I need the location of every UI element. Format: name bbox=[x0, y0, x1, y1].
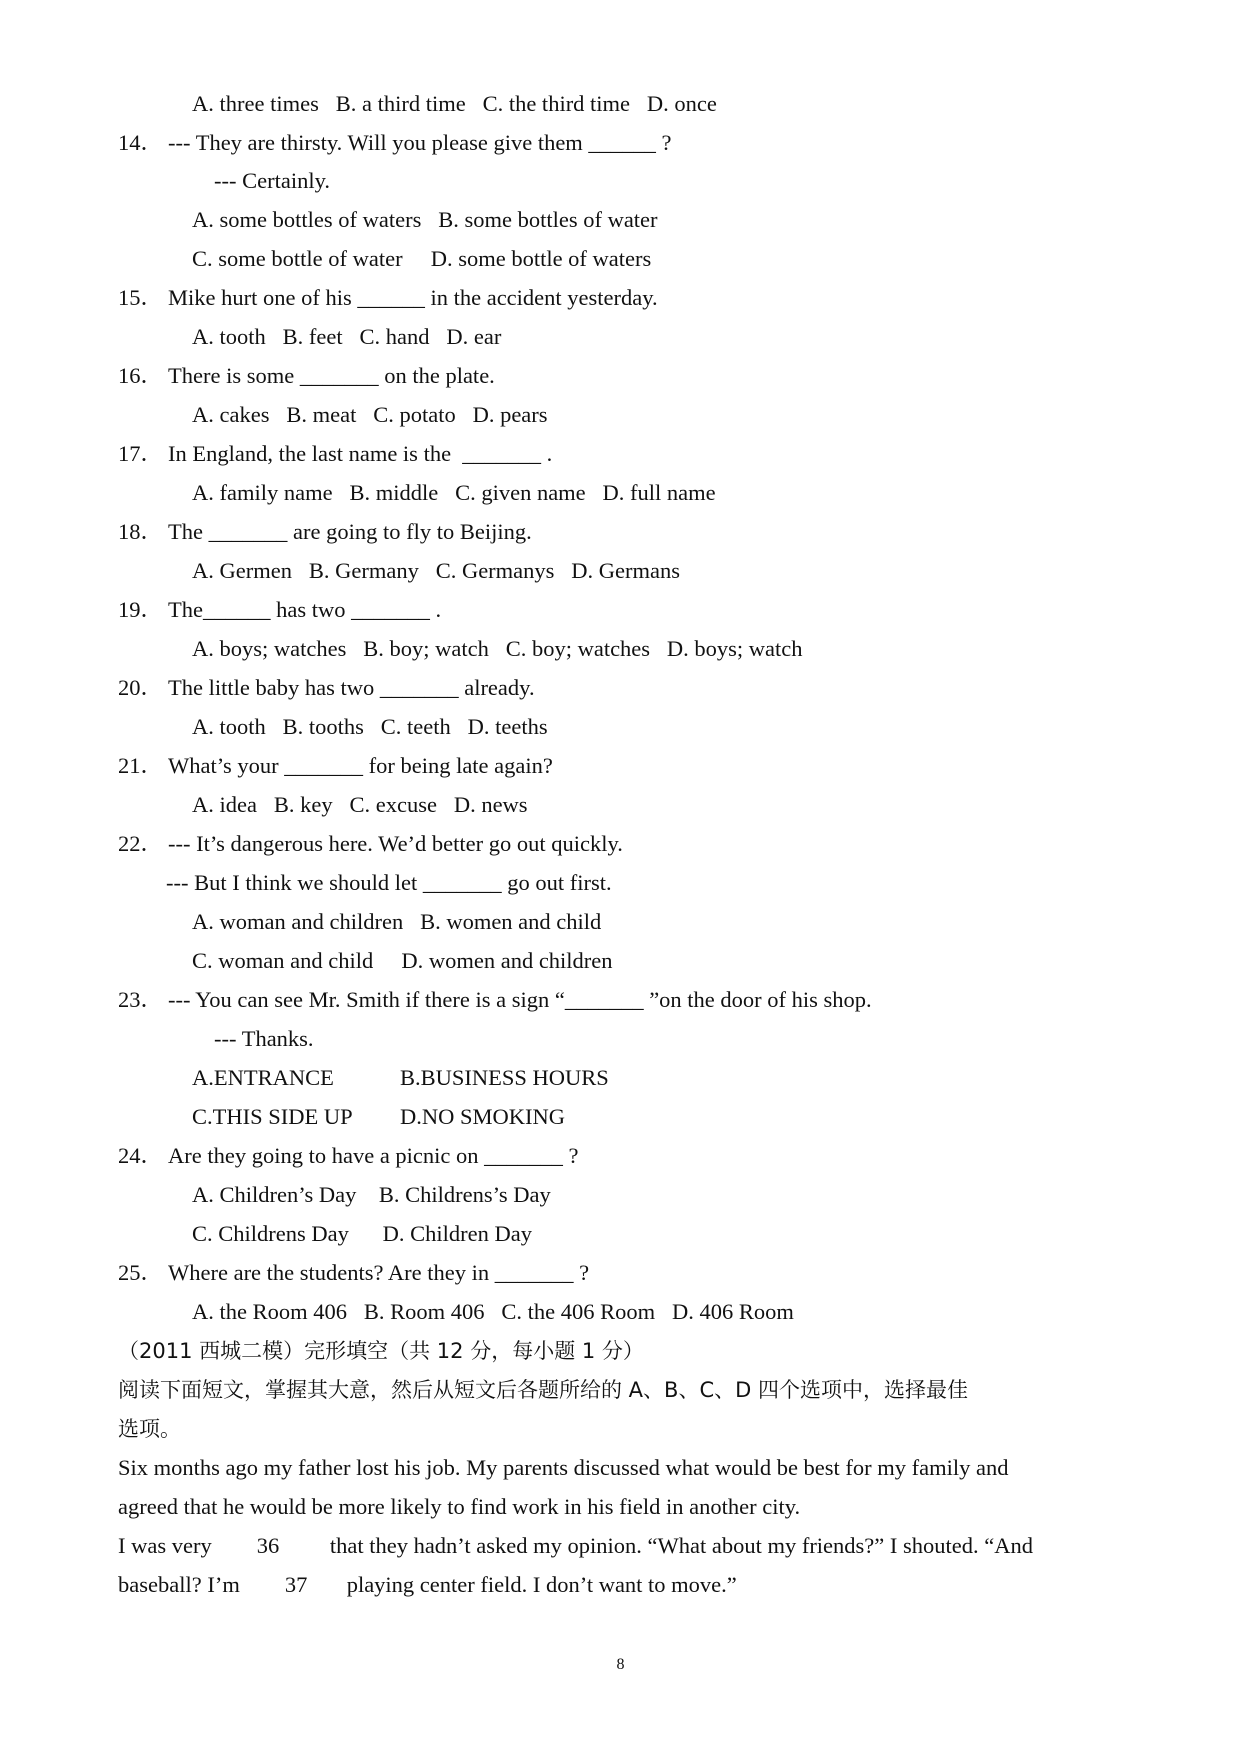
question-stem: The little baby has two _______ already. bbox=[168, 675, 535, 700]
question-stem: In England, the last name is the _______ . bbox=[168, 441, 553, 466]
question-number: 17． bbox=[118, 441, 164, 466]
section-heading: （2011 西城二模）完形填空（共 12 分，每小题 1 分） bbox=[118, 1339, 644, 1363]
q20-options: A. tooth B. tooths C. teeth D. teeths bbox=[192, 714, 548, 739]
section-instruction-2: 选项。 bbox=[118, 1417, 181, 1441]
question-stem: --- They are thirsty. Will you please give them ______ ? bbox=[168, 130, 672, 155]
passage-line-3: I was very 36 that they hadn’t asked my opinion. “What about my friends?” I shouted. “And bbox=[118, 1533, 1033, 1558]
question-16 bbox=[118, 361, 495, 391]
q24-options-2: C. Childrens Day D. Children Day bbox=[192, 1221, 532, 1246]
q21-options: A. idea B. key C. excuse D. news bbox=[192, 792, 528, 817]
question-stem: Are they going to have a picnic on _______ ? bbox=[168, 1143, 579, 1168]
question-stem: Mike hurt one of his ______ in the accident yesterday. bbox=[168, 285, 658, 310]
section-instruction-1: 阅读下面短文，掌握其大意，然后从短文后各题所给的 A、B、C、D 四个选项中，选择最佳 bbox=[118, 1378, 968, 1402]
question-number: 25． bbox=[118, 1260, 164, 1285]
question-number: 16． bbox=[118, 363, 164, 388]
question-stem: --- It’s dangerous here. We’d better go out quickly. bbox=[168, 831, 623, 856]
q23-options-1 bbox=[192, 1063, 609, 1093]
question-stem: Where are the students? Are they in _______ ? bbox=[168, 1260, 590, 1285]
question-19 bbox=[118, 595, 441, 625]
q23-options-2 bbox=[192, 1102, 565, 1132]
option-c: C.THIS SIDE UP bbox=[192, 1104, 353, 1129]
q23-reply: --- Thanks. bbox=[214, 1026, 314, 1051]
question-23 bbox=[118, 985, 872, 1015]
question-stem: There is some _______ on the plate. bbox=[168, 363, 495, 388]
q22-options-2: C. woman and child D. women and children bbox=[192, 948, 613, 973]
question-number: 23． bbox=[118, 987, 164, 1012]
question-number: 18． bbox=[118, 519, 164, 544]
q14-options-2: C. some bottle of water D. some bottle of waters bbox=[192, 246, 652, 271]
question-21 bbox=[118, 751, 553, 781]
question-14 bbox=[118, 128, 672, 158]
question-17 bbox=[118, 439, 552, 469]
option-b: B.BUSINESS HOURS bbox=[400, 1065, 609, 1090]
passage-line-2: agreed that he would be more likely to find work in his field in another city. bbox=[118, 1494, 801, 1519]
question-15 bbox=[118, 283, 658, 313]
q24-options-1: A. Children’s Day B. Childrens’s Day bbox=[192, 1182, 551, 1207]
question-number: 15． bbox=[118, 285, 164, 310]
question-24 bbox=[118, 1141, 579, 1171]
q22-reply: --- But I think we should let _______ go out first. bbox=[166, 870, 612, 895]
question-25 bbox=[118, 1258, 589, 1288]
question-number: 20． bbox=[118, 675, 164, 700]
question-number: 24． bbox=[118, 1143, 164, 1168]
q14-options-1: A. some bottles of waters B. some bottles of water bbox=[192, 207, 658, 232]
question-20 bbox=[118, 673, 535, 703]
question-stem: What’s your _______ for being late again? bbox=[168, 753, 553, 778]
passage-line-4: baseball? I’m 37 playing center field. I don’t want to move.” bbox=[118, 1572, 737, 1597]
question-number: 19． bbox=[118, 597, 164, 622]
q25-options: A. the Room 406 B. Room 406 C. the 406 Room D. 406 Room bbox=[192, 1299, 794, 1324]
q18-options: A. Germen B. Germany C. Germanys D. Germans bbox=[192, 558, 681, 583]
q19-options: A. boys; watches B. boy; watch C. boy; watches D. boys; watch bbox=[192, 636, 803, 661]
question-stem: --- You can see Mr. Smith if there is a sign “_______ ”on the door of his shop. bbox=[168, 987, 872, 1012]
question-22 bbox=[118, 829, 623, 859]
q22-options-1: A. woman and children B. women and child bbox=[192, 909, 602, 934]
question-number: 22． bbox=[118, 831, 164, 856]
q13-options: A. three times B. a third time C. the third time D. once bbox=[192, 91, 717, 116]
q16-options: A. cakes B. meat C. potato D. pears bbox=[192, 402, 548, 427]
question-stem: The______ has two _______ . bbox=[168, 597, 442, 622]
page-number: 8 bbox=[616, 1656, 625, 1673]
q15-options: A. tooth B. feet C. hand D. ear bbox=[192, 324, 502, 349]
q14-reply: --- Certainly. bbox=[214, 168, 330, 193]
passage-line-1: Six months ago my father lost his job. My parents discussed what would be best for my family and bbox=[118, 1455, 1009, 1480]
question-number: 14． bbox=[118, 130, 164, 155]
question-stem: The _______ are going to fly to Beijing. bbox=[168, 519, 532, 544]
question-number: 21． bbox=[118, 753, 164, 778]
option-a: A.ENTRANCE bbox=[192, 1065, 334, 1090]
option-d: D.NO SMOKING bbox=[400, 1104, 566, 1129]
q17-options: A. family name B. middle C. given name D. full name bbox=[192, 480, 716, 505]
question-18 bbox=[118, 517, 532, 547]
